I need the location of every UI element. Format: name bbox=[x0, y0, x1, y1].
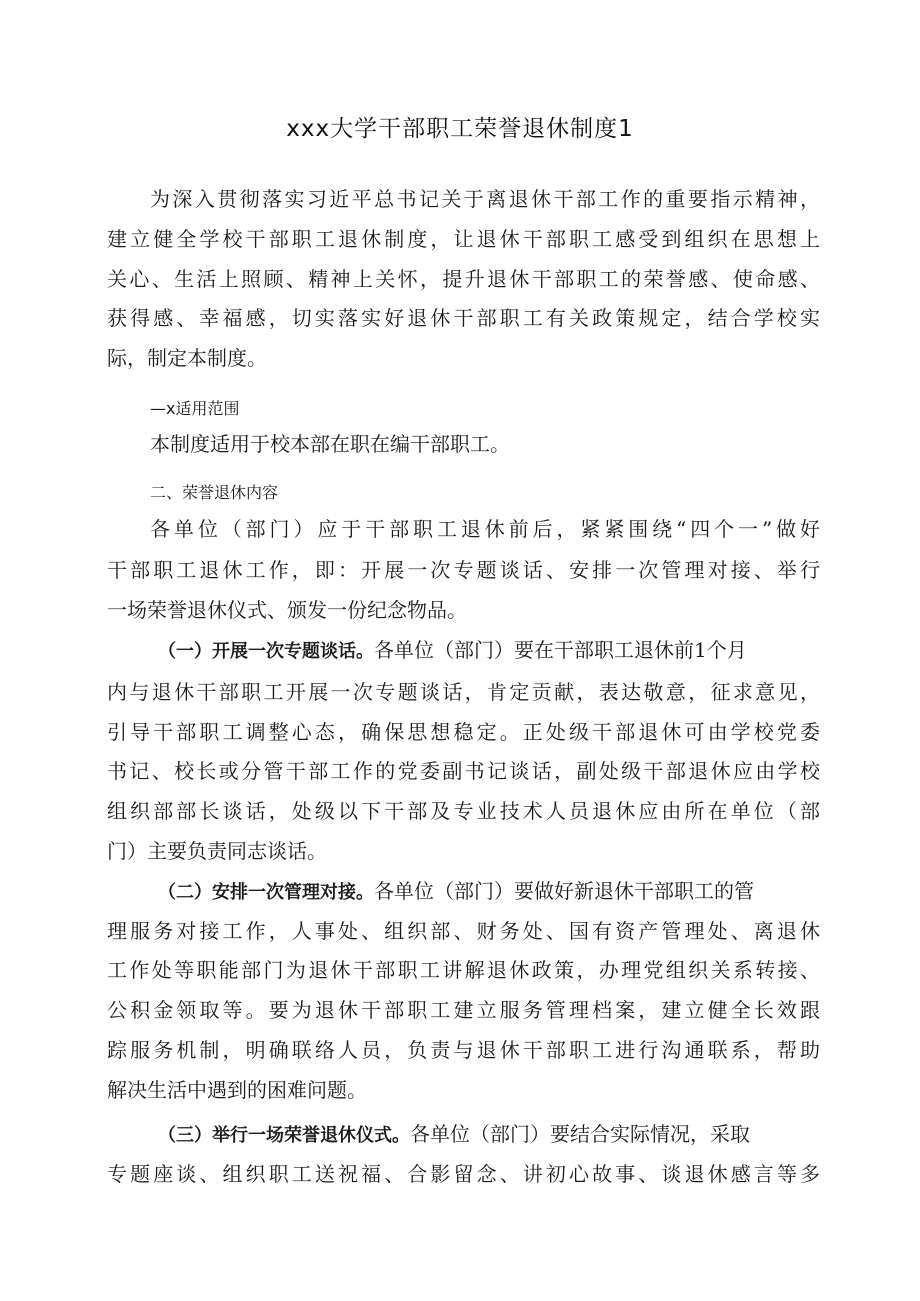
document-title: xxx大学干部职工荣誉退休制度1 bbox=[286, 116, 634, 142]
section-body-line: 干部职工退休工作，即：开展一次专题谈话、安排一次管理对接、举行 bbox=[107, 558, 820, 582]
item-first-line: （一）开展一次专题谈话。各单位（部门）要在干部职工退休前1个月 bbox=[158, 638, 747, 662]
item-line: 解决生活中遇到的困难问题。 bbox=[107, 1078, 367, 1102]
section-body-line: 一场荣誉退休仪式、颁发一份纪念物品。 bbox=[107, 598, 467, 622]
item-line: 踪服务机制，明确联络人员，负责与退休干部职工进行沟通联系，帮助 bbox=[107, 1038, 820, 1062]
item-line: 专题座谈、组织职工送祝福、合影留念、讲初心故事、谈退休感言等多 bbox=[107, 1162, 820, 1186]
item-line: 工作处等职能部门为退休干部职工讲解退休政策，办理党组织关系转接、 bbox=[107, 958, 820, 982]
item-first-line: （三）举行一场荣誉退休仪式。各单位（部门）要结合实际情况，采取 bbox=[158, 1122, 750, 1146]
intro-line: 际，制定本制度。 bbox=[107, 346, 267, 370]
section-heading: 二、荣誉退休内容 bbox=[150, 483, 279, 502]
item-line: 内与退休干部职工开展一次专题谈话，肯定贡献，表达敬意，征求意见， bbox=[107, 680, 820, 704]
item-line: 门）主要负责同志谈话。 bbox=[107, 839, 327, 863]
item-lead: （二）安排一次管理对接。 bbox=[158, 882, 374, 903]
intro-line: 建立健全学校干部职工退休制度，让退休干部职工感受到组织在思想上 bbox=[107, 227, 820, 251]
intro-line: 获得感、幸福感，切实落实好退休干部职工有关政策规定，结合学校实 bbox=[107, 306, 820, 330]
section-body-line: 各单位（部门）应于干部职工退休前后，紧紧围绕“四个一”做好 bbox=[150, 517, 820, 541]
item-line: 组织部部长谈话，处级以下干部及专业技术人员退休应由所在单位（部 bbox=[107, 799, 820, 823]
item-line: 书记、校长或分管干部工作的党委副书记谈话，副处级干部退休应由学校 bbox=[107, 759, 820, 783]
item-lead: （一）开展一次专题谈话。 bbox=[158, 641, 374, 662]
section-heading: —x适用范围 bbox=[150, 399, 240, 418]
item-lead: （三）举行一场荣誉退休仪式。 bbox=[158, 1125, 410, 1146]
item-first-line: （二）安排一次管理对接。各单位（部门）要做好新退休干部职工的管 bbox=[158, 879, 754, 903]
item-line: 公积金领取等。要为退休干部职工建立服务管理档案，建立健全长效跟 bbox=[107, 998, 820, 1022]
item-line: 引导干部职工调整心态，确保思想稳定。正处级干部退休可由学校党委 bbox=[107, 720, 820, 744]
section-body-line: 本制度适用于校本部在职在编干部职工。 bbox=[150, 432, 510, 456]
intro-line: 为深入贯彻落实习近平总书记关于离退休干部工作的重要指示精神， bbox=[150, 187, 820, 211]
item-line: 理服务对接工作，人事处、组织部、财务处、国有资产管理处、离退休 bbox=[107, 919, 820, 943]
intro-line: 关心、生活上照顾、精神上关怀，提升退休干部职工的荣誉感、使命感、 bbox=[107, 267, 820, 291]
